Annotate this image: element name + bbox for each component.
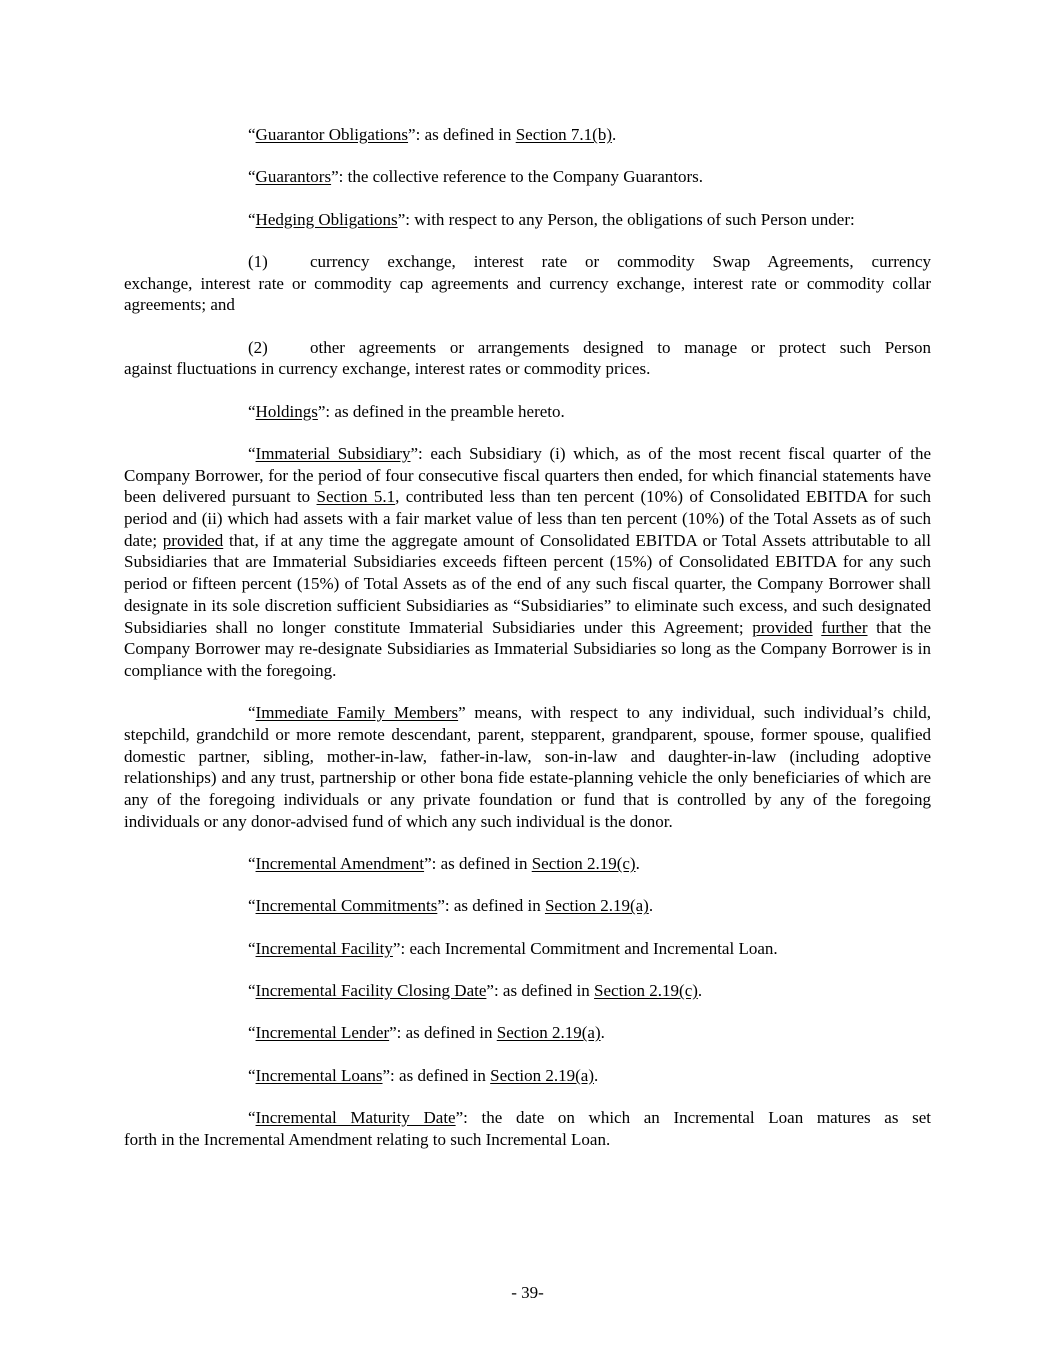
defined-term: Immaterial Subsidiary (255, 443, 411, 463)
definition-guarantor-obligations: “Guarantor Obligations”: as defined in Section 7.1(b). (248, 125, 617, 144)
section-reference: Section 2.19(c) (531, 854, 636, 874)
definition-hedging-obligations: “Hedging Obligations”: with respect to any Person, the obligations of such Person under: (248, 209, 855, 229)
definition-incremental-loans: “Incremental Loans”: as defined in Section 2.19(a). (248, 1065, 599, 1085)
definition-incremental-lender: “Incremental Lender”: as defined in Section 2.19(a). (248, 1023, 605, 1043)
section-reference: Section 2.19(c) (594, 980, 698, 1000)
defined-term: Incremental Facility Closing Date (255, 980, 487, 1000)
definition-incremental-amendment: “Incremental Amendment”: as defined in Section 2.19(c). (248, 854, 640, 874)
definition-guarantors: “Guarantors”: the collective reference to the Company Guarantors. (248, 167, 704, 187)
definition-immaterial-subsidiary: “Immaterial Subsidiary”: each Subsidiary (i) which, as of the most recent fiscal quarter of the Company Borrower, for the period of four consecutive fiscal quarters then ended, for which financial statements have been delivered pursuant to Section 5.1, contributed less than ten percent (10%) of Consolidated EBITDA for such period and (ii) which had assets with a fair market value of less than ten percent (10%) of the Total Assets as of such date; provided that, if at any time the aggregate amount of Consolidated EBITDA or Total Assets attributable to all Subsidiaries that are Immaterial Subsidiaries exceeds fifteen percent (15%) of Consolidated EBITDA for any such period or fifteen percent (15%) of Total Assets as of the end of any such fiscal quarter, the Company Borrower shall designate in its sole discretion sufficient Subsidiaries as “Subsidiaries” to eliminate such excess, and such designated Subsidiaries shall no longer constitute Immaterial Subsidiaries under this Agreement; provided further that the Company Borrower may re-designate Subsidiaries as Immaterial Subsidiaries so long as the Company Borrower is in compliance with the foregoing. (124, 443, 932, 680)
document-page (124, 124, 931, 1171)
defined-term: Holdings (255, 401, 318, 421)
definition-incremental-maturity-date: “Incremental Maturity Date”: the date on which an Incremental Loan matures as set forth in the Incremental Amendment relating to such Incremental Loan. (124, 1107, 931, 1149)
page-number: - 39- (511, 1283, 544, 1302)
defined-term: Immediate Family Members (255, 703, 459, 723)
section-reference: Section 2.19(a) (496, 1023, 601, 1043)
definition-holdings: “Holdings”: as defined in the preamble hereto. (248, 401, 565, 421)
defined-term: Guarantor Obligations (255, 125, 409, 144)
defined-term: Incremental Maturity Date (255, 1107, 456, 1127)
hedging-item-2: (2) other agreements or arrangements designed to manage or protect such Person against fluctuations in currency exchange, interest rates or commodity prices. (124, 337, 931, 379)
defined-term: Incremental Facility (255, 938, 393, 958)
section-reference: Section 5.1 (316, 487, 396, 507)
defined-term: Incremental Loans (255, 1065, 383, 1085)
provided-term: provided (752, 617, 813, 637)
defined-term: Incremental Lender (255, 1023, 390, 1043)
definition-incremental-facility-closing-date: “Incremental Facility Closing Date”: as defined in Section 2.19(c). (248, 980, 703, 1000)
section-reference: Section 7.1(b) (515, 125, 613, 144)
defined-term: Incremental Amendment (255, 854, 425, 874)
further-term: further (821, 617, 868, 637)
definition-incremental-facility: “Incremental Facility”: each Incremental Commitment and Incremental Loan. (248, 938, 778, 958)
defined-term: Incremental Commitments (255, 896, 438, 916)
hedging-item-1: (1) currency exchange, interest rate or commodity Swap Agreements, currency exchange, interest rate or commodity cap agreements and currency exchange, interest rate or commodity collar agreements; and (124, 251, 931, 315)
section-reference: Section 2.19(a) (544, 896, 649, 916)
section-reference: Section 2.19(a) (490, 1065, 595, 1085)
defined-term: Guarantors (255, 167, 332, 187)
item-number: (1) (248, 251, 268, 271)
item-number: (2) (248, 337, 268, 357)
defined-term: Hedging Obligations (255, 209, 398, 229)
definition-incremental-commitments: “Incremental Commitments”: as defined in Section 2.19(a). (248, 896, 654, 916)
provided-term: provided (162, 530, 224, 550)
definition-immediate-family-members: “Immediate Family Members” means, with respect to any individual, such individual’s child, stepchild, grandchild or more remote descendant, parent, stepparent, grandparent, spouse, former spouse, qualified domestic partner, sibling, mother-in-law, father-in-law, son-in-law and daughter-in-law (including adoptive relationships) and any trust, partnership or other bona fide estate-planning vehicle the only beneficiaries of which are any of the foregoing individuals or any private foundation or fund that is controlled by any of the foregoing individuals or any donor-advised fund of which any such individual is the donor. (124, 703, 931, 831)
